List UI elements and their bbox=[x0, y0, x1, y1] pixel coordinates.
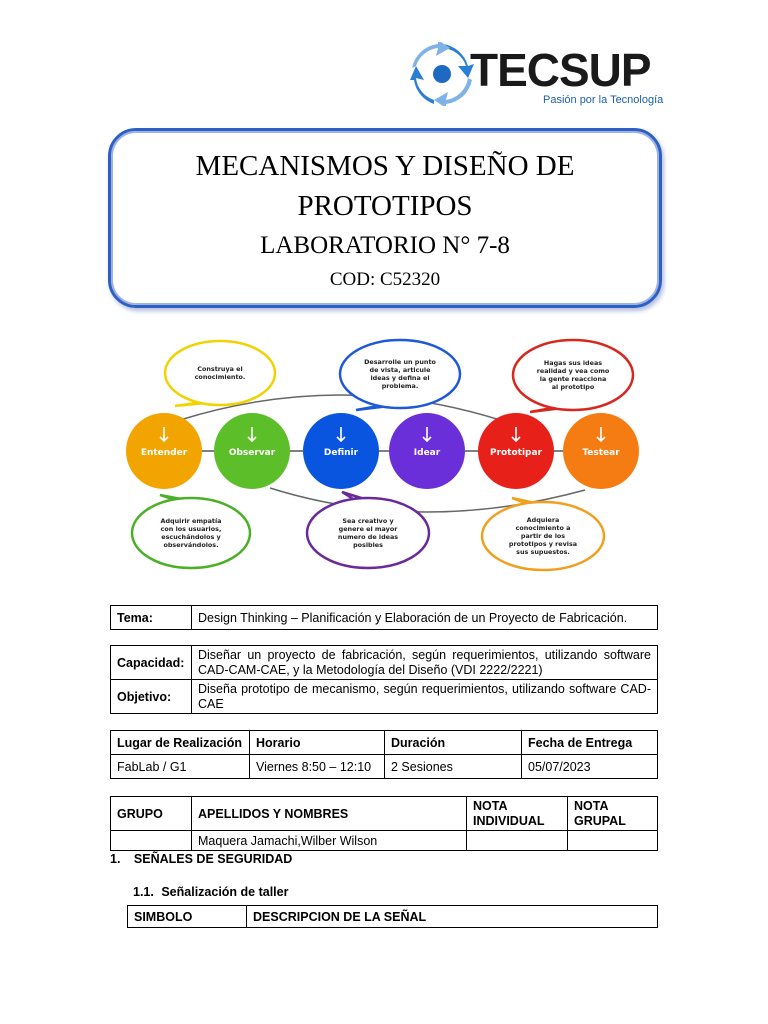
section-1-1-heading bbox=[133, 885, 288, 899]
grupo-header-nota-grupal: NOTA GRUPAL bbox=[568, 797, 658, 831]
tema-label: Tema: bbox=[111, 606, 192, 630]
bubble-text-line: conocimiento a bbox=[515, 524, 571, 532]
schedule-horario: Viernes 8:50 – 12:10 bbox=[250, 755, 385, 779]
design-thinking-diagram bbox=[120, 330, 648, 576]
bubble-text-line: genere el mayor bbox=[338, 525, 398, 533]
logo-tagline: Pasión por la Tecnología bbox=[543, 94, 664, 106]
bubble-text-line: con los usuarios, bbox=[160, 525, 222, 533]
schedule-header-fecha: Fecha de Entrega bbox=[522, 731, 658, 755]
bubble-text-line: prototipos y revisa bbox=[508, 540, 578, 548]
course-title-line1: MECANISMOS Y DISEÑO DE bbox=[195, 150, 575, 182]
schedule-duracion: 2 Sesiones bbox=[385, 755, 522, 779]
section-1-heading bbox=[110, 852, 292, 866]
bubble-text-line: escuchándolos y bbox=[161, 533, 221, 541]
capacidad-label: Capacidad: bbox=[111, 646, 192, 680]
section-1-number: 1. bbox=[110, 852, 121, 866]
schedule-fecha: 05/07/2023 bbox=[522, 755, 658, 779]
bubble-text-line: partir de los bbox=[520, 532, 566, 540]
logo-wordmark: TECSUP bbox=[470, 44, 651, 96]
bubble-text-line: Construya el bbox=[197, 365, 243, 373]
signal-header-simbolo: SIMBOLO bbox=[128, 906, 247, 928]
course-code: COD: C52320 bbox=[329, 269, 441, 290]
bubble-text-line: problema. bbox=[381, 382, 419, 390]
stage-label: Testear bbox=[582, 448, 620, 458]
stage-label: Definir bbox=[323, 448, 359, 458]
stage-label: Prototipar bbox=[489, 448, 543, 458]
grupo-header-nota-individual: NOTA INDIVIDUAL bbox=[467, 797, 568, 831]
bubble-text-line: sus supuestos. bbox=[516, 548, 570, 556]
stage-label: Idear bbox=[413, 448, 441, 458]
tema-value: Design Thinking – Planificación y Elaboración de un Proyecto de Fabricación. bbox=[192, 606, 658, 630]
course-title-line2: PROTOTIPOS bbox=[297, 190, 473, 222]
bubble-text-line: realidad y vea como bbox=[536, 367, 610, 375]
schedule-header-lugar: Lugar de Realización bbox=[111, 731, 250, 755]
bubble-text-line: Sea creativo y bbox=[342, 517, 394, 525]
grupo-header-nombres: APELLIDOS Y NOMBRES bbox=[192, 797, 467, 831]
bubble-text-line: Hagas sus ideas bbox=[543, 359, 603, 367]
signal-header-descripcion: DESCRIPCION DE LA SEÑAL bbox=[247, 906, 658, 928]
grupo-header-grupo: GRUPO bbox=[111, 797, 192, 831]
stage-label: Entender bbox=[140, 448, 188, 458]
title-box bbox=[108, 128, 662, 308]
bubble-text-line: la gente reacciona bbox=[539, 375, 607, 383]
grupo-cell-nombres: Maquera Jamachi,Wilber Wilson bbox=[192, 831, 467, 851]
schedule-table bbox=[110, 730, 658, 779]
bubble-text-line: Adquirir empatía bbox=[160, 517, 222, 525]
section-1-1-number: 1.1. bbox=[133, 885, 154, 899]
bubble-text-line: de vista, articule bbox=[369, 366, 431, 374]
bubble-text-line: numero de ideas bbox=[337, 533, 399, 541]
tecsup-logo bbox=[410, 42, 664, 112]
signal-table bbox=[127, 905, 658, 928]
section-1-title: SEÑALES DE SEGURIDAD bbox=[133, 852, 293, 866]
tecsup-arrows-icon bbox=[410, 42, 474, 106]
schedule-header-duracion: Duración bbox=[385, 731, 522, 755]
objetivo-label: Objetivo: bbox=[111, 680, 192, 714]
tema-table bbox=[110, 605, 658, 630]
bubble-text-line: al prototipo bbox=[551, 383, 595, 391]
capacidad-objetivo-table bbox=[110, 645, 658, 714]
bubble-text-line: conocimiento. bbox=[194, 373, 246, 381]
grupo-table bbox=[110, 796, 658, 851]
bubble-text-line: ideas y defina el bbox=[370, 374, 430, 382]
schedule-header-horario: Horario bbox=[250, 731, 385, 755]
bubble-text-line: Adquiera bbox=[526, 516, 560, 524]
bubble-text-line: observándolos. bbox=[163, 541, 219, 549]
capacidad-value: Diseñar un proyecto de fabricación, según requerimientos, utilizando software CAD-CAM-CAE, y la Metodología del Diseño (VDI 2222/2221) bbox=[192, 646, 658, 680]
bubble-text-line: Desarrolle un punto bbox=[364, 358, 436, 366]
stage-label: Observar bbox=[228, 448, 276, 458]
objetivo-value: Diseña prototipo de mecanismo, según requerimientos, utilizando software CAD-CAE bbox=[192, 680, 658, 714]
lab-number: LABORATORIO N° 7-8 bbox=[260, 232, 510, 259]
bubble-text-line: posibles bbox=[353, 541, 383, 549]
grupo-cell-nota-individual bbox=[467, 831, 568, 851]
grupo-cell-grupo bbox=[111, 831, 192, 851]
grupo-cell-nota-grupal bbox=[568, 831, 658, 851]
section-1-1-title: Señalización de taller bbox=[161, 885, 289, 899]
schedule-lugar: FabLab / G1 bbox=[111, 755, 250, 779]
